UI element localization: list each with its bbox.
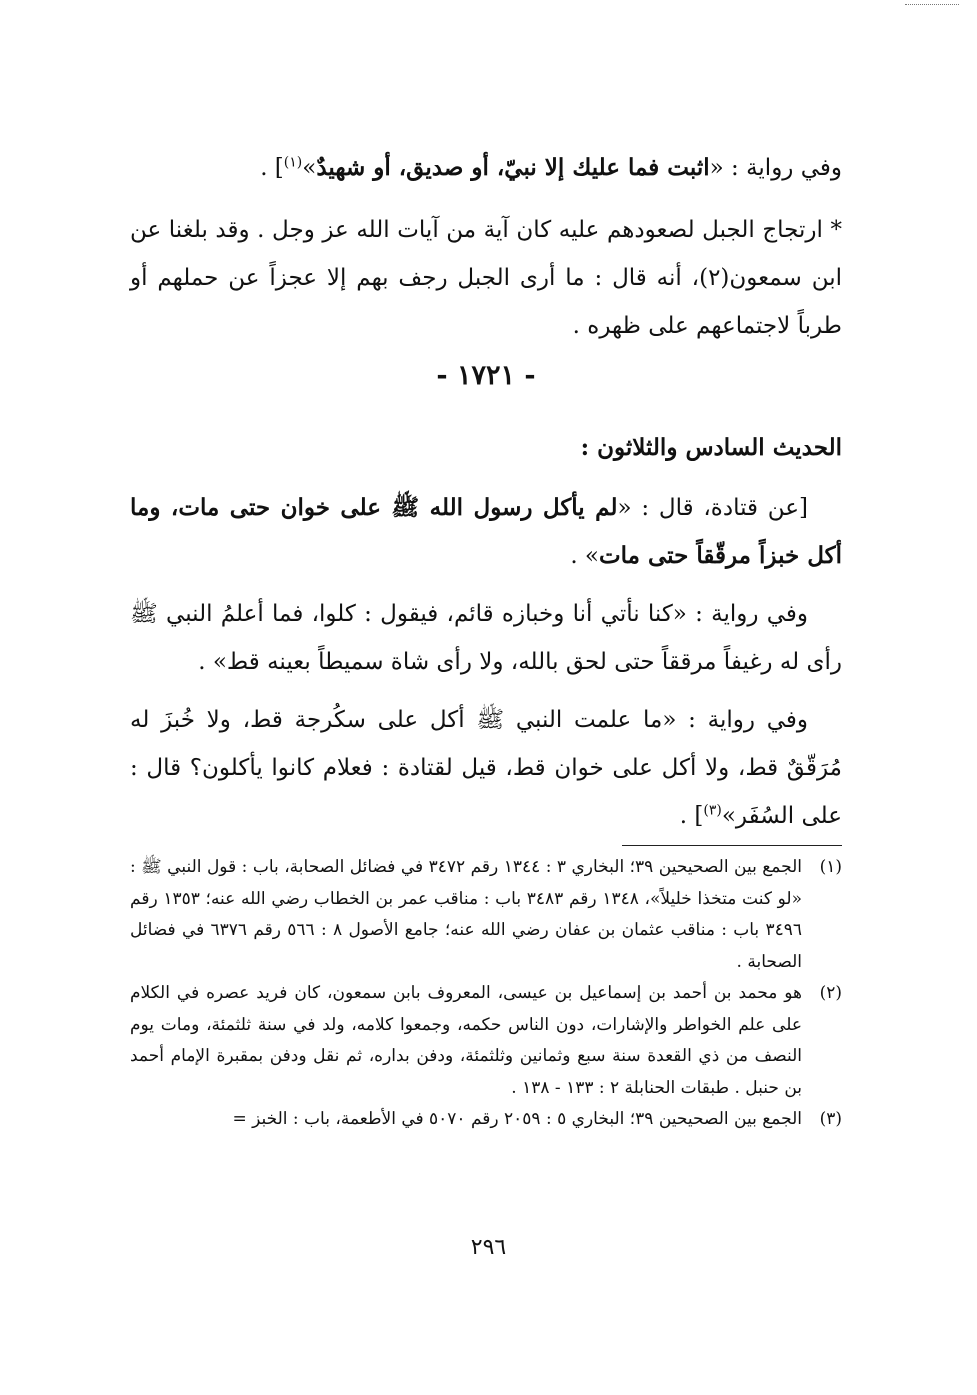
top-edge-mark (905, 4, 959, 5)
paragraph-3-quote: لم يأكل رسول الله ﷺ على خوان حتى مات، وما أكل خبزاً مرقّقاً حتى مات (130, 494, 842, 569)
footnote-number: (١) (819, 857, 842, 877)
paragraph-1-quote: اثبت فما عليك إلا نبيّ، أو صديق، أو شهيدٌ (316, 154, 710, 181)
paragraph-1-close: » (302, 155, 317, 181)
footnote-text: الجمع بين الصحيحين ٣٩؛ البخاري ٣ : ١٣٤٤ رقم ٣٤٧٢ في فضائل الصحابة، باب : قول النبي ﷺ : «لو كنت متخذا خليلاً»، ١٣٤٨ رقم ٣٤٨٣ باب : مناقب عمر بن الخطاب رضي الله عنه؛ ١٣٥٣ رقم ٣٤٩٦ باب : مناقب عثمان بن عفان رضي الله عنه؛ جامع الأصول ٨ : ٥٦٦ رقم ٦٣٧٦ في فضائل الصحابة . (130, 857, 803, 972)
page-number: ٢٩٦ (470, 1235, 507, 1260)
footnote-text: الجمع بين الصحيحين ٣٩؛ البخاري ٥ : ٢٠٥٩ رقم ٥٠٧٠ في الأطعمة، باب : الخبز = (232, 1109, 802, 1129)
section-number: - ١٧٢١ - (436, 360, 536, 391)
footnote-mark-3: (٣) (703, 802, 722, 819)
footnote-3 (130, 1104, 842, 1136)
footnote-number: (٢) (819, 983, 842, 1003)
paragraph-4: وفي رواية : «كنا نأتي أنا وخبازه قائم، فيقول : كلوا، فما أعلمُ النبي ﷺ رأى له رغيفاً مرققاً حتى لحق بالله، ولا رأى شاة سميطاً بعينه قط» . (130, 601, 842, 675)
paragraph-3 (130, 484, 842, 580)
footnote-text: هو محمد بن أحمد بن إسماعيل بن عيسى، المعروف بابن سمعون، كان فريد عصره في الكلام على علم الخواطر والإشارات، دون الناس حكمه، وجمعوا كلامه، ولد في سنة ثلثمئة، ومات يوم النصف من ذي القعدة سنة سبع وثمانين وثلثمئة، ودفن بداره، ثم نقل ودفن بمقبرة الإمام أحمد بن حنبل . طبقات الحنابلة ٢ : ١٣٣ - ١٣٨ . (130, 983, 802, 1098)
section-title: الحديث السادس والثلاثون : (580, 434, 842, 461)
footnote-divider (622, 845, 842, 846)
paragraph-5-end: ] . (679, 803, 704, 829)
footnote-number: (٣) (819, 1109, 842, 1129)
footnotes (130, 852, 842, 1136)
paragraph-1-end: ] . (260, 155, 284, 181)
paragraph-2: * ارتجاج الجبل لصعودهم عليه كان آية من آيات الله عز وجل . وقد بلغنا عن ابن سمعون(٢)، أنه قال : ما أرى الجبل رجف بهم إلا عجزاً عن حملهم أو طرباً لاجتماعهم على ظهره . (130, 217, 842, 339)
footnote-2 (130, 978, 842, 1104)
footnote-mark-1: (١) (283, 154, 303, 171)
paragraph-5-text: وفي رواية : «ما علمت النبي ﷺ أكل على سكُرجة قط، ولا خُبزَ له مُرَقّقٌ قط، ولا أكل على خوان قط، قيل لقتادة : فعلام كانوا يأكلون؟ قال : على السُفَر» (130, 707, 842, 829)
paragraph-3-close: » . (570, 543, 600, 569)
paragraph-1-intro: وفي رواية : « (709, 155, 842, 181)
paragraph-3-intro: [عن قتادة، قال : « (617, 495, 808, 521)
paragraph-1 (130, 144, 842, 192)
footnote-1 (130, 852, 842, 978)
paragraph-5 (130, 696, 842, 840)
